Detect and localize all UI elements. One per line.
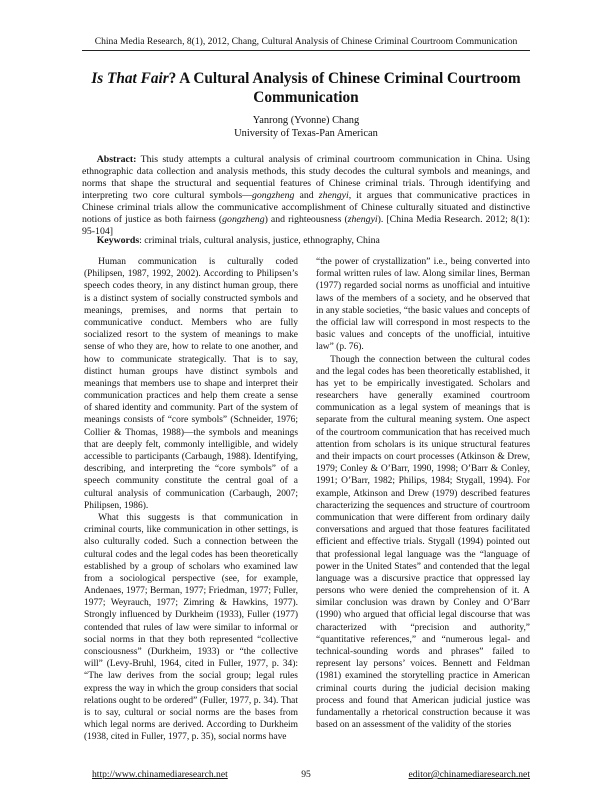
author-affiliation: University of Texas-Pan American: [234, 128, 378, 139]
title-italic-part: Is That Fair: [91, 70, 169, 87]
page-footer: [82, 769, 530, 781]
abstract-term-gongzheng-2: gongzheng: [222, 214, 265, 225]
title-rest: ? A Cultural Analysis of Chinese Criminal Courtroom Communication: [168, 70, 521, 106]
keywords-label: Keywords: [96, 235, 140, 246]
abstract-and: and: [294, 190, 319, 201]
keywords-text: : criminal trials, cultural analysis, justice, ethnography, China: [139, 235, 380, 246]
abstract-label: Abstract:: [96, 154, 137, 165]
body-paragraph-continued: “the power of crystallization” i.e., being converted into formal written rules of law. Along similar lines, Berman (1977) regarded social norms as unofficial and intuitive laws of the members of a society, and he observed that in any stable societies, “the basic values and concepts of the official law will correspond in most respects to the basic values and concepts of the unofficial, intuitive law” (p. 76).: [316, 257, 530, 353]
body-column-left: [84, 256, 298, 746]
editor-email-link[interactable]: editor@chinamediaresearch.net: [408, 769, 530, 780]
abstract-term-zhengyi-2: zhengyi: [347, 214, 378, 225]
abstract: [82, 154, 530, 238]
journal-website-link[interactable]: http://www.chinamediaresearch.net: [92, 769, 228, 780]
running-head: China Media Research, 8(1), 2012, Chang, Cultural Analysis of Chinese Criminal Courtroom Communication: [82, 36, 530, 51]
paper-title: [82, 69, 530, 107]
abstract-text-2: , it argues that communicative practices in Chinese criminal trials allow the communicative accomplishment of Chinese culturally situated and distinctive notions of justice as both fairness (: [82, 190, 531, 225]
abstract-term-gongzheng: gongzheng: [251, 190, 295, 201]
abstract-term-zhengyi: zhengyi: [318, 190, 349, 201]
abstract-text-4: ). [China Media Research. 2012; 8(1): 95-104]: [82, 214, 530, 237]
author-name: Yanrong (Yvonne) Chang: [252, 115, 360, 126]
page-number: 95: [301, 769, 311, 780]
body-paragraph: Human communication is culturally coded (Philipsen, 1987, 1992, 2002). According to Philipsen’s speech codes theory, in any distinct human group, there is a distinct system of socially constructed symbols and meanings, premises, and norms that pertain to communicative conduct. Members who are fully socialized resort to the system of meanings to make sense of who they are, how to relate to one another, and how to communicate strategically. That is to say, distinct human groups have distinct symbols and meanings that members use to shape and interpret their communication practices and help them create a sense of shared identity and community. Part of the system of meanings consists of “core symbols” (Schneider, 1976; Collier & Thomas, 1988)—the symbols and meanings that are deeply felt, commonly intelligible, and widely accessible to participants (Carbaugh, 1988). Identifying, describing, and interpreting the “core symbols” of a speech community constitute the central goal of a cultural analysis of communication (Carbaugh, 2007; Philipsen, 1986).: [84, 257, 298, 511]
abstract-text-1: This study attempts a cultural analysis of criminal courtroom communication in China. Using ethnographic data collection and analysis methods, this study decodes the cultural symbols and meanings, and norms that shape the structural and sequential features of Chinese criminal trials. Through identifying and interpreting two core cultural symbols—: [82, 154, 530, 201]
body-paragraph: What this suggests is that communication in criminal courts, like communication in other settings, is also culturally coded. Such a connection between the cultural codes and the legal codes has been theoretically established by a group of scholars who examined law from a sociological perspective (see, for example, Andenaes, 1977; Berman, 1977; Friedman, 1977; Fuller, 1977; Weyrauch, 1977; Zimring & Hawkins, 1977). Strongly influenced by Durkheim (1933), Fuller (1977) contended that rules of law were similar to informal or social norms in that they both represented “collective consciousness” (Durkheim, 1933) or “the collective will” (Levy-Bruhl, 1964, cited in Fuller, 1977, p. 34): “The law derives from the social group; legal rules express the way in which the group considers that social relations ought to be ordered” (Fuller, 1977, p. 34). That is to say, cultural or social norms are the bases from which legal norms are derived. According to Durkheim (1938, cited in Fuller, 1977, p. 35), social norms have: [84, 512, 298, 743]
keywords: [82, 235, 530, 247]
body-paragraph: Though the connection between the cultural codes and the legal codes has been theoretically established, it has yet to be empirically investigated. Scholars and researchers have generally examined courtroom communication as a legal system of meanings that is separate from the cultural meaning system. One aspect of the courtroom communication that has received much attention from scholars is its unique structural features and their impacts on court processes (Atkinson & Drew, 1979; Conley & O’Barr, 1990, 1998; O’Barr & Conley, 1991; O’Barr, 1982; Philips, 1984; Stygall, 1994). For example, Atkinson and Drew (1979) described features characterizing the sequences and structure of courtroom communication that were different from ordinary daily conversations and argued that those features facilitated efficient and effective trials. Stygall (1994) pointed out that professional legal language was the “language of power in the United States” and contended that the legal language was a discursive practice that oppressed lay persons who were denied the comprehension of it. A similar conclusion was drawn by Conley and O’Barr (1990) who argued that official legal discourse that was characterized with “precision and authority,” “quantitative references,” and “numerous legal- and technical-sounding words and phrases” failed to represent lay persons’ voices. Bennett and Feldman (1981) examined the storytelling practice in American criminal courts during the judicial decision making process and found that American judicial justice was fundamentally a rhetorical construction because it was based on an assessment of the validity of the stories: [316, 354, 530, 731]
author-block: [82, 114, 530, 140]
body-column-right: [316, 256, 530, 746]
abstract-text-3: ) and righteousness (: [264, 214, 348, 225]
